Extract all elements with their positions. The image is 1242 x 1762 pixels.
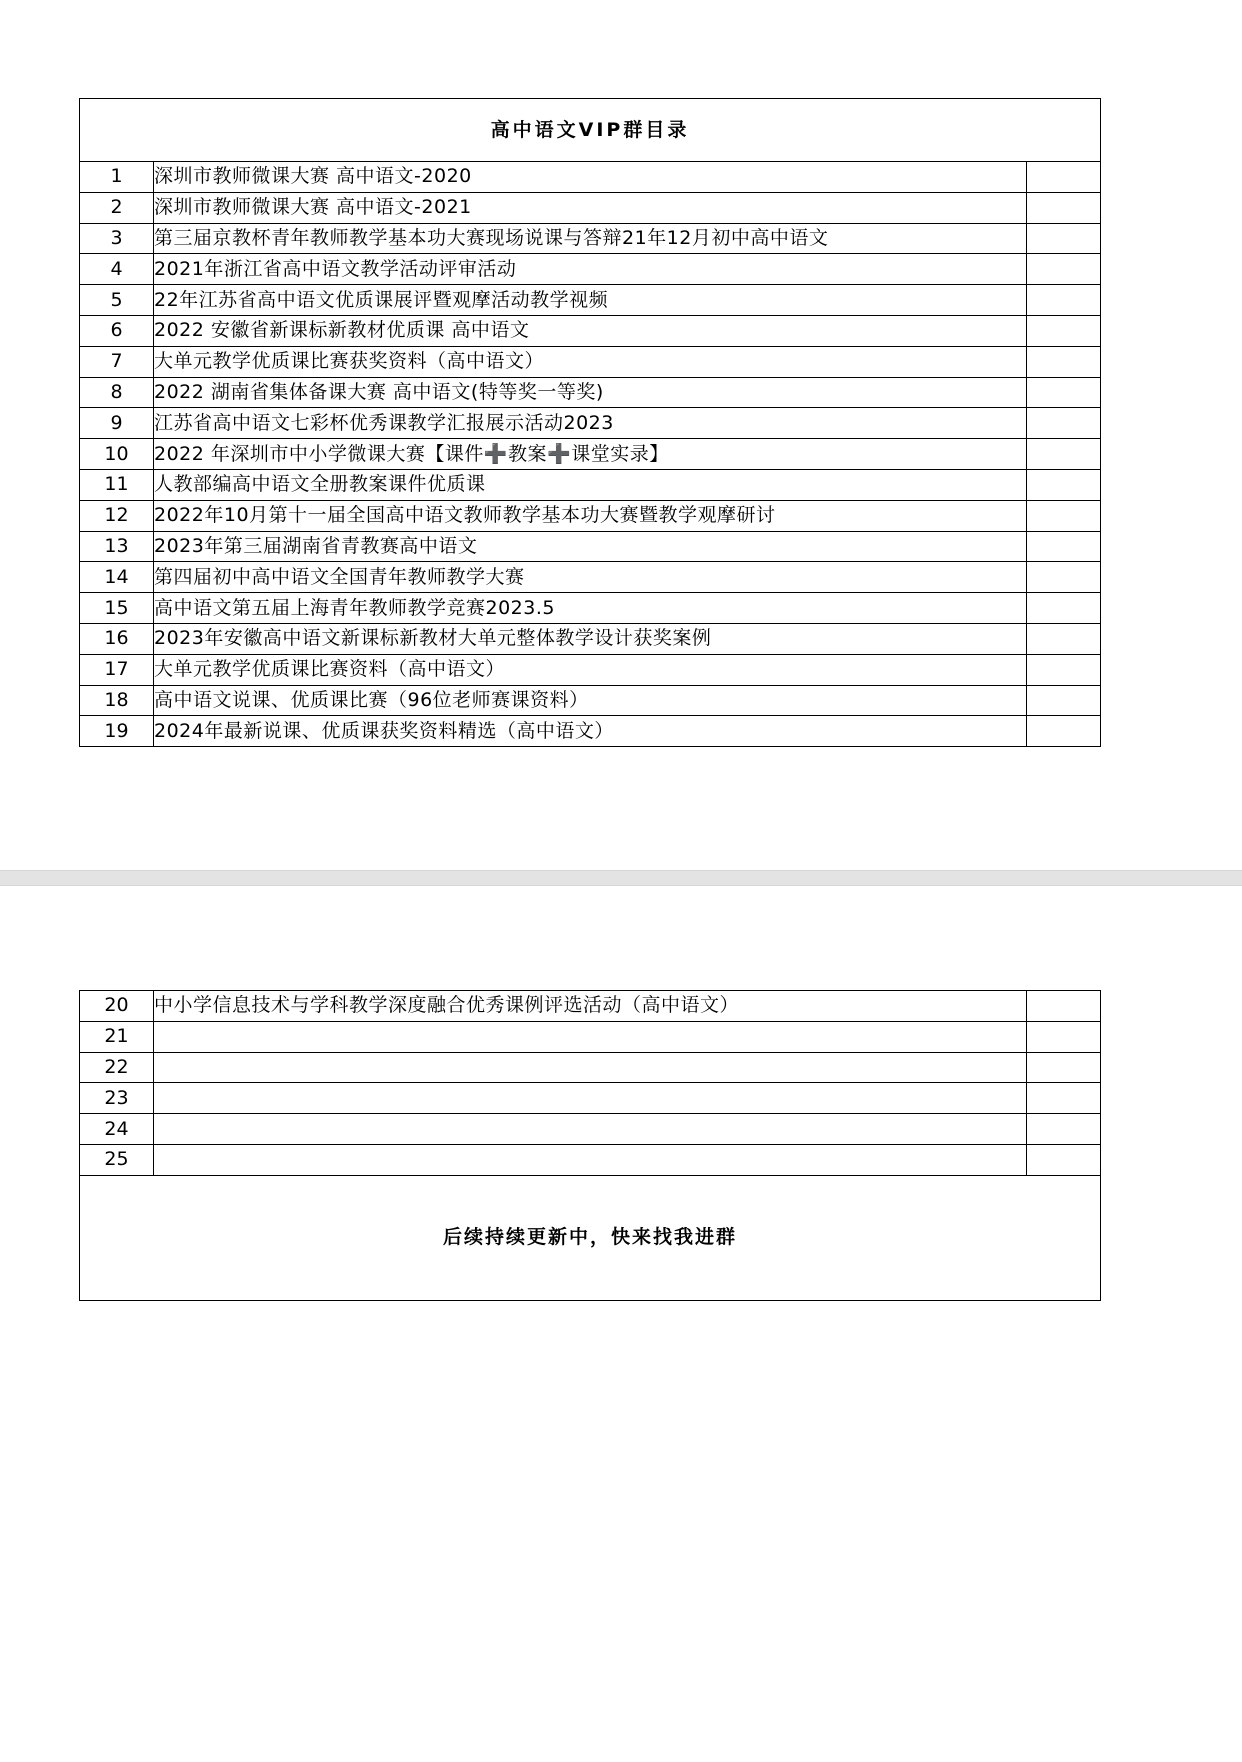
row-title: 2021年浙江省高中语文教学活动评审活动 [154, 254, 1027, 285]
row-number: 1 [80, 162, 154, 193]
row-empty-cell [1027, 285, 1101, 316]
row-number: 25 [80, 1144, 154, 1175]
row-title: 第三届京教杯青年教师教学基本功大赛现场说课与答辩21年12月初中高中语文 [154, 223, 1027, 254]
row-empty-cell [1027, 685, 1101, 716]
row-number: 11 [80, 469, 154, 500]
table-row [80, 716, 1101, 747]
row-title [154, 1052, 1027, 1083]
row-empty-cell [1027, 654, 1101, 685]
row-title: 高中语文说课、优质课比赛（96位老师赛课资料） [154, 685, 1027, 716]
row-title: 江苏省高中语文七彩杯优秀课教学汇报展示活动2023 [154, 408, 1027, 439]
row-empty-cell [1027, 991, 1101, 1022]
catalog-heading: 高中语文VIP群目录 [80, 99, 1101, 162]
table-row [80, 315, 1101, 346]
row-number: 24 [80, 1114, 154, 1145]
footer-row [80, 1175, 1101, 1300]
row-title: 高中语文第五届上海青年教师教学竞赛2023.5 [154, 593, 1027, 624]
row-number: 15 [80, 593, 154, 624]
catalog-table-page-2 [79, 990, 1101, 1301]
row-empty-cell [1027, 223, 1101, 254]
table-row [80, 1114, 1101, 1145]
row-number: 3 [80, 223, 154, 254]
sheet-page-2 [0, 886, 1242, 1762]
row-title: 2024年最新说课、优质课获奖资料精选（高中语文） [154, 716, 1027, 747]
update-notice: 后续持续更新中，快来找我进群 [80, 1175, 1101, 1300]
table-row [80, 223, 1101, 254]
row-title: 大单元教学优质课比赛获奖资料（高中语文） [154, 346, 1027, 377]
row-number: 10 [80, 439, 154, 470]
row-empty-cell [1027, 254, 1101, 285]
row-empty-cell [1027, 1083, 1101, 1114]
row-title: 第四届初中高中语文全国青年教师教学大赛 [154, 562, 1027, 593]
table-row [80, 1144, 1101, 1175]
table-row [80, 408, 1101, 439]
row-empty-cell [1027, 346, 1101, 377]
row-empty-cell [1027, 1144, 1101, 1175]
row-title: 深圳市教师微课大赛 高中语文-2021 [154, 192, 1027, 223]
table-row [80, 531, 1101, 562]
table-row [80, 162, 1101, 193]
row-title: 2022 安徽省新课标新教材优质课 高中语文 [154, 315, 1027, 346]
table-row [80, 1083, 1101, 1114]
row-number: 12 [80, 500, 154, 531]
row-empty-cell [1027, 1114, 1101, 1145]
row-number: 6 [80, 315, 154, 346]
row-title: 22年江苏省高中语文优质课展评暨观摩活动教学视频 [154, 285, 1027, 316]
row-number: 22 [80, 1052, 154, 1083]
table-row [80, 593, 1101, 624]
row-empty-cell [1027, 408, 1101, 439]
heading-row [80, 99, 1101, 162]
table-row [80, 623, 1101, 654]
table-row [80, 500, 1101, 531]
table-row [80, 469, 1101, 500]
row-number: 17 [80, 654, 154, 685]
table-row [80, 685, 1101, 716]
row-number: 19 [80, 716, 154, 747]
row-empty-cell [1027, 1052, 1101, 1083]
row-title: 大单元教学优质课比赛资料（高中语文） [154, 654, 1027, 685]
row-empty-cell [1027, 1021, 1101, 1052]
row-title: 2023年第三届湖南省青教赛高中语文 [154, 531, 1027, 562]
page-separator [0, 870, 1242, 886]
row-title: 深圳市教师微课大赛 高中语文-2020 [154, 162, 1027, 193]
row-title [154, 1021, 1027, 1052]
row-empty-cell [1027, 315, 1101, 346]
row-number: 18 [80, 685, 154, 716]
row-title: 2023年安徽高中语文新课标新教材大单元整体教学设计获奖案例 [154, 623, 1027, 654]
row-number: 13 [80, 531, 154, 562]
row-empty-cell [1027, 162, 1101, 193]
row-empty-cell [1027, 531, 1101, 562]
table-row [80, 1021, 1101, 1052]
row-number: 5 [80, 285, 154, 316]
table-row [80, 439, 1101, 470]
row-empty-cell [1027, 192, 1101, 223]
table-row [80, 192, 1101, 223]
row-number: 21 [80, 1021, 154, 1052]
sheet-page-1 [0, 0, 1242, 870]
row-title [154, 1144, 1027, 1175]
row-title: 中小学信息技术与学科教学深度融合优秀课例评选活动（高中语文） [154, 991, 1027, 1022]
row-empty-cell [1027, 716, 1101, 747]
row-number: 7 [80, 346, 154, 377]
row-title [154, 1114, 1027, 1145]
row-number: 9 [80, 408, 154, 439]
table-row [80, 1052, 1101, 1083]
table-row [80, 346, 1101, 377]
row-empty-cell [1027, 500, 1101, 531]
table-row [80, 377, 1101, 408]
row-number: 2 [80, 192, 154, 223]
catalog-table-page-1 [79, 98, 1101, 747]
row-empty-cell [1027, 593, 1101, 624]
table-row [80, 991, 1101, 1022]
row-number: 8 [80, 377, 154, 408]
table-row [80, 285, 1101, 316]
row-number: 20 [80, 991, 154, 1022]
row-empty-cell [1027, 623, 1101, 654]
row-number: 4 [80, 254, 154, 285]
row-empty-cell [1027, 377, 1101, 408]
row-empty-cell [1027, 469, 1101, 500]
row-empty-cell [1027, 562, 1101, 593]
row-title: 人教部编高中语文全册教案课件优质课 [154, 469, 1027, 500]
row-number: 16 [80, 623, 154, 654]
table-row [80, 654, 1101, 685]
row-title: 2022 年深圳市中小学微课大赛【课件➕教案➕课堂实录】 [154, 439, 1027, 470]
row-empty-cell [1027, 439, 1101, 470]
row-title: 2022 湖南省集体备课大赛 高中语文(特等奖一等奖) [154, 377, 1027, 408]
table-row [80, 562, 1101, 593]
row-title: 2022年10月第十一届全国高中语文教师教学基本功大赛暨教学观摩研讨 [154, 500, 1027, 531]
row-number: 23 [80, 1083, 154, 1114]
row-number: 14 [80, 562, 154, 593]
table-row [80, 254, 1101, 285]
row-title [154, 1083, 1027, 1114]
